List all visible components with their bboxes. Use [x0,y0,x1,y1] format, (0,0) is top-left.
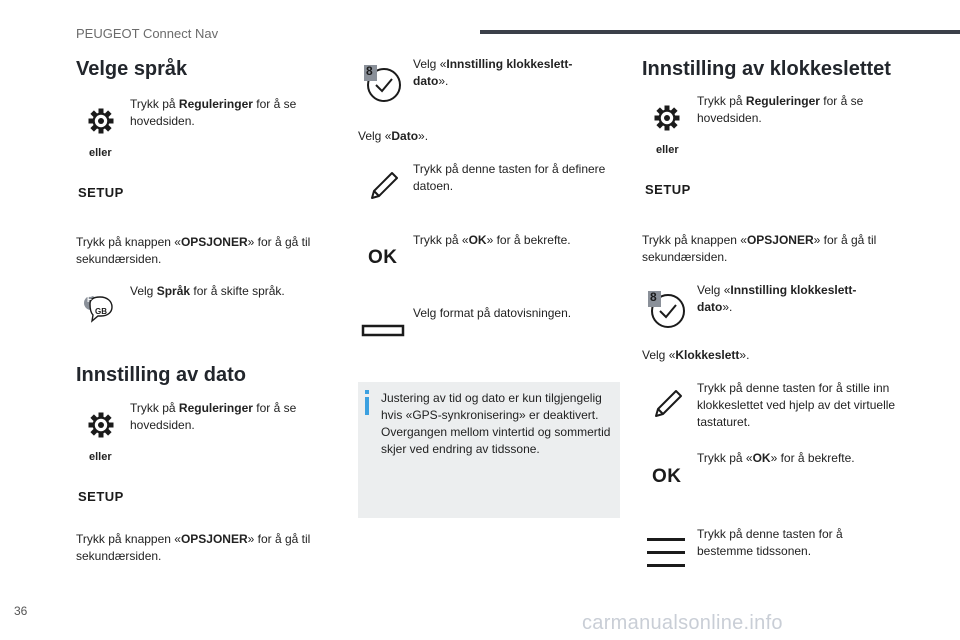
setup-button-label: SETUP [645,182,691,197]
setup-button-label: SETUP [78,185,124,200]
step-open-settings: Trykk på Reguleringer for å se hovedsiden. [130,401,297,432]
step-select-time: Velg «Klokkeslett». [642,348,750,362]
or-label: eller [89,147,112,159]
gear-icon [88,108,114,134]
language-icon-top: F [87,295,92,304]
ok-button-glyph: OK [368,247,398,268]
header-rule [480,30,960,34]
watermark: carmanualsonline.info [582,612,783,634]
step-date-format: Velg format på datovisningen. [413,306,572,320]
menu-icon [646,536,686,570]
info-note-text: Justering av tid og dato er kun tilgjengelig hvis «GPS-synkronisering» er deaktivert. Overgangen mellom vintertid og sommertid skjer ved endring av tidssone. [381,391,611,456]
or-label: eller [656,144,679,156]
info-icon-dot [365,390,369,394]
step-confirm: Trykk på «OK» for å bekrefte. [413,233,571,247]
step-select-date: Velg «Dato». [358,129,429,143]
clock-icon-digit: 8 [366,64,373,78]
step-set-time: Trykk på denne tasten for å stille inn klokkeslettet ved hjelp av det virtuelle tastaturet. [697,381,896,429]
clock-icon-digit: 8 [650,290,657,304]
ok-button-glyph: OK [652,466,682,487]
pencil-icon [650,386,686,422]
step-define-date: Trykk på denne tasten for å definere datoen. [413,162,606,193]
step-language: Velg Språk for å skifte språk. [130,284,285,298]
step-open-settings: Trykk på Reguleringer for å se hovedsiden. [697,94,864,125]
step-options: Trykk på knappen «OPSJONER» for å gå til sekundærsiden. [76,532,311,563]
gear-icon [654,105,680,131]
section-title-language: Velge språk [76,58,188,80]
running-header: PEUGEOT Connect Nav [76,26,219,41]
step-time-date-setting: Velg «Innstilling klokkeslett-dato». [697,283,857,314]
step-time-date-setting: Velg «Innstilling klokkeslett-dato». [413,57,573,88]
date-format-icon [362,324,404,338]
step-open-settings: Trykk på Reguleringer for å se hovedsiden. [130,97,297,128]
step-options: Trykk på knappen «OPSJONER» for å gå til sekundærsiden. [76,235,311,266]
section-title-date: Innstilling av dato [76,364,247,386]
setup-button-label: SETUP [78,489,124,504]
info-icon-bar [365,397,369,415]
language-icon-bottom: GB [95,307,107,316]
section-title-time: Innstilling av klokkeslettet [642,58,891,80]
step-time-zone: Trykk på denne tasten for å bestemme tidssonen. [697,527,843,558]
page-number: 36 [14,604,28,618]
step-options: Trykk på knappen «OPSJONER» for å gå til sekundærsiden. [642,233,877,264]
info-note [358,382,620,518]
gear-icon [88,412,114,438]
or-label: eller [89,451,112,463]
pencil-icon [366,168,402,204]
step-confirm: Trykk på «OK» for å bekrefte. [697,451,855,465]
